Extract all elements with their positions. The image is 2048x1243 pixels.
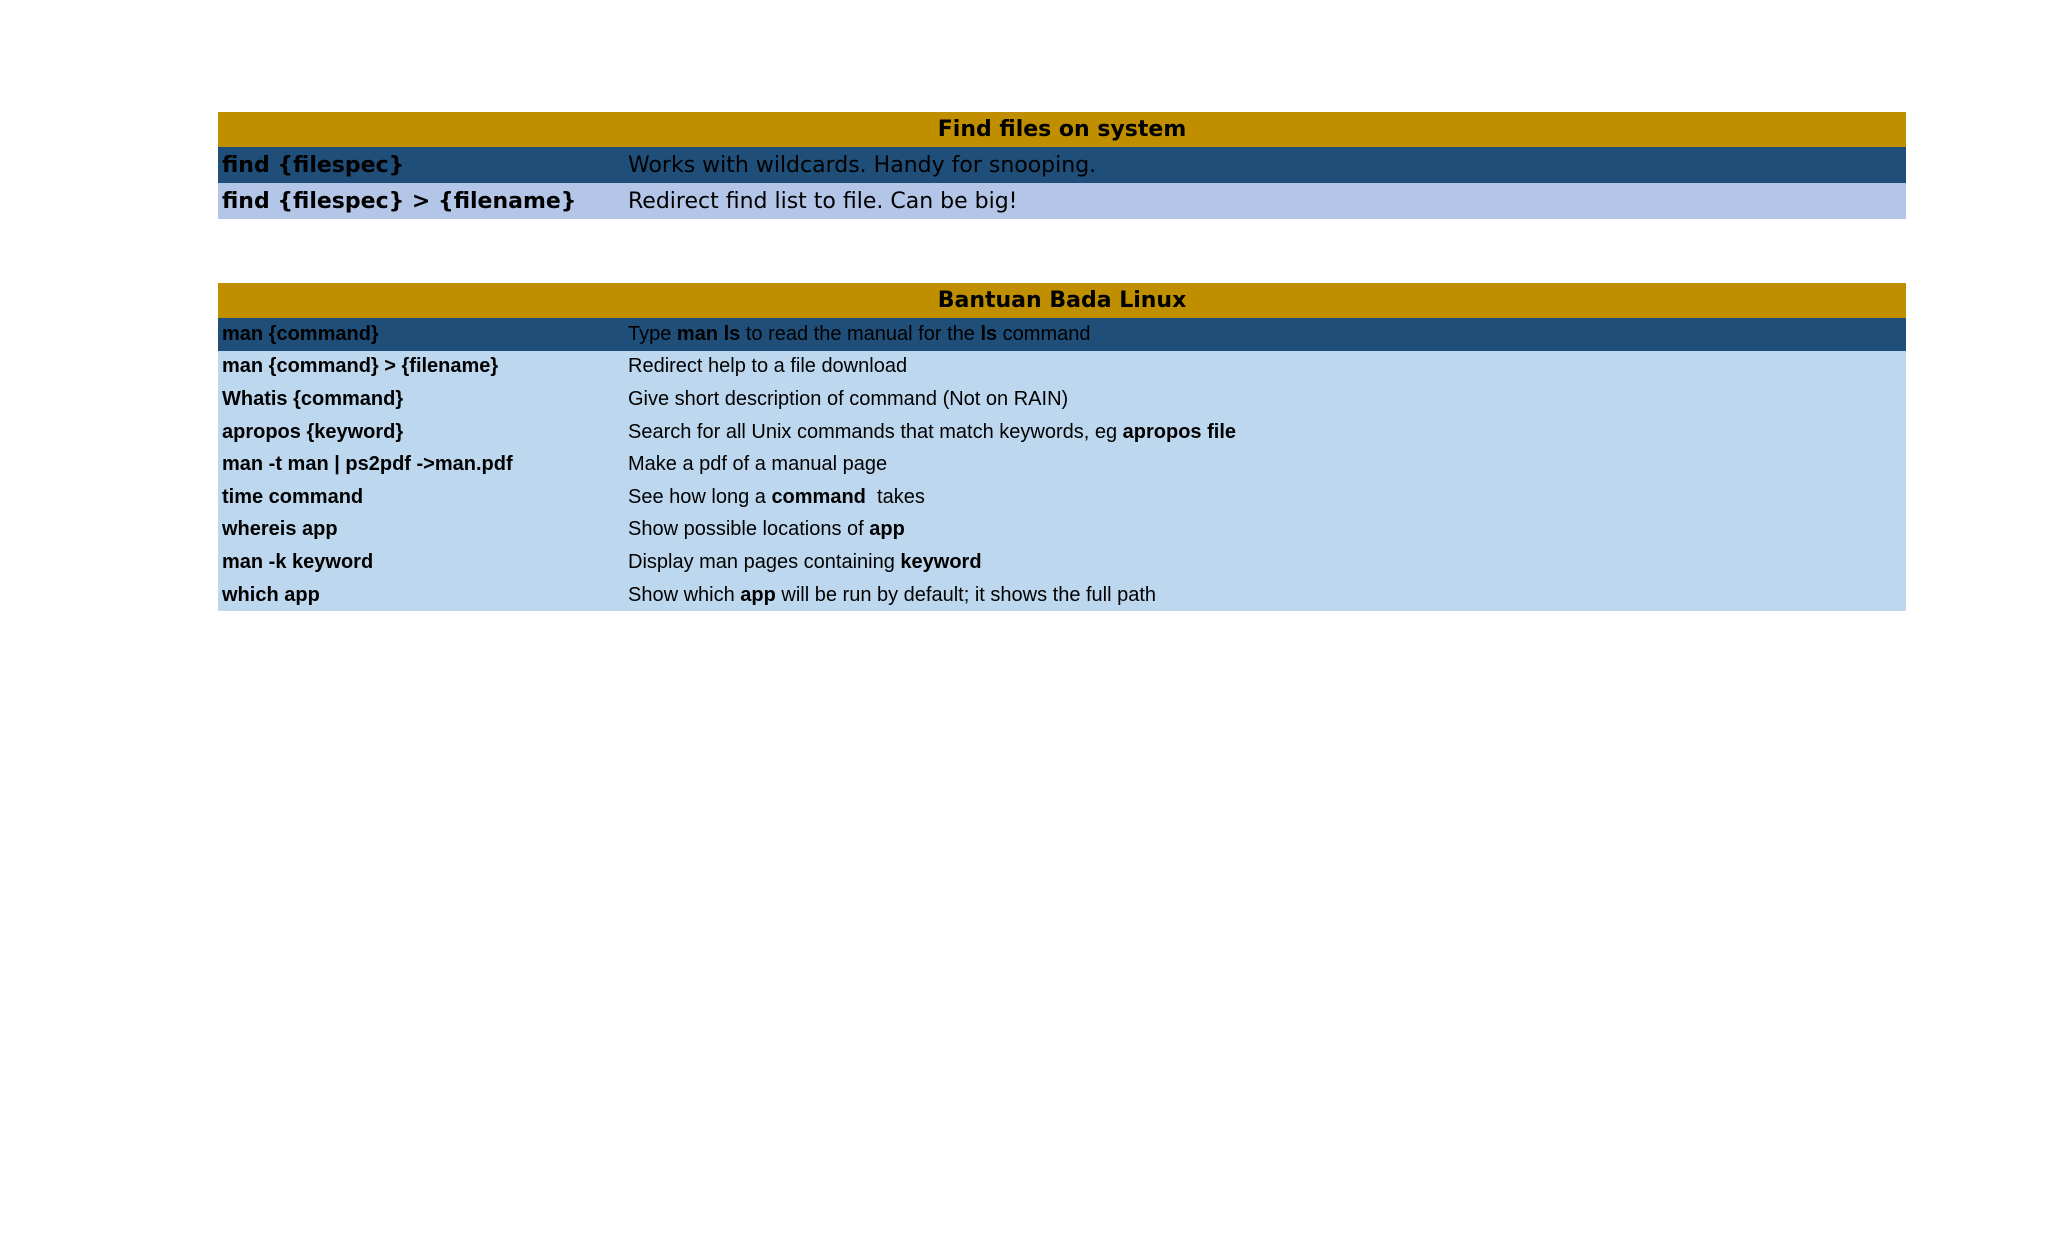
find-files-title: Find files on system bbox=[218, 112, 1906, 147]
table-row bbox=[218, 183, 1906, 219]
command-cell: find {filespec} > {filename} bbox=[222, 188, 577, 214]
table-row bbox=[218, 579, 1906, 612]
command-cell: whereis app bbox=[222, 518, 338, 541]
command-cell: man {command} bbox=[222, 322, 379, 345]
linux-help-table bbox=[218, 283, 1906, 611]
linux-help-title: Bantuan Bada Linux bbox=[218, 283, 1906, 318]
description-cell: See how long a command takes bbox=[628, 485, 925, 508]
table-row bbox=[218, 514, 1906, 547]
table-row bbox=[218, 481, 1906, 514]
description-cell: Search for all Unix commands that match keywords, eg apropos file bbox=[628, 420, 1237, 443]
description-cell: Display man pages containing keyword bbox=[628, 550, 982, 573]
description-cell: Give short description of command (Not on RAIN) bbox=[628, 387, 1069, 410]
description-cell: Show possible locations of app bbox=[628, 518, 905, 541]
description-cell: Redirect find list to file. Can be big! bbox=[628, 188, 1018, 214]
description-cell: Works with wildcards. Handy for snooping. bbox=[628, 152, 1097, 178]
table-row bbox=[218, 351, 1906, 384]
table-row bbox=[218, 448, 1906, 481]
table-row bbox=[218, 416, 1906, 449]
table-row bbox=[218, 383, 1906, 416]
table-row bbox=[218, 147, 1906, 183]
command-cell: man -k keyword bbox=[222, 550, 374, 573]
command-cell: man -t man | ps2pdf ->man.pdf bbox=[222, 453, 513, 476]
description-cell: Make a pdf of a manual page bbox=[628, 453, 888, 476]
table-row bbox=[218, 546, 1906, 579]
description-cell: Show which app will be run by default; it shows the full path bbox=[628, 583, 1157, 606]
command-cell: apropos {keyword} bbox=[222, 420, 404, 443]
find-files-table bbox=[218, 112, 1906, 219]
table-row bbox=[218, 318, 1906, 351]
command-cell: which app bbox=[222, 583, 320, 606]
command-cell: find {filespec} bbox=[222, 152, 405, 178]
description-cell: Redirect help to a file download bbox=[628, 355, 908, 378]
description-cell: Type man ls to read the manual for the ls command bbox=[628, 322, 1091, 345]
command-cell: man {command} > {filename} bbox=[222, 355, 499, 378]
command-cell: time command bbox=[222, 485, 364, 508]
command-cell: Whatis {command} bbox=[222, 387, 404, 410]
